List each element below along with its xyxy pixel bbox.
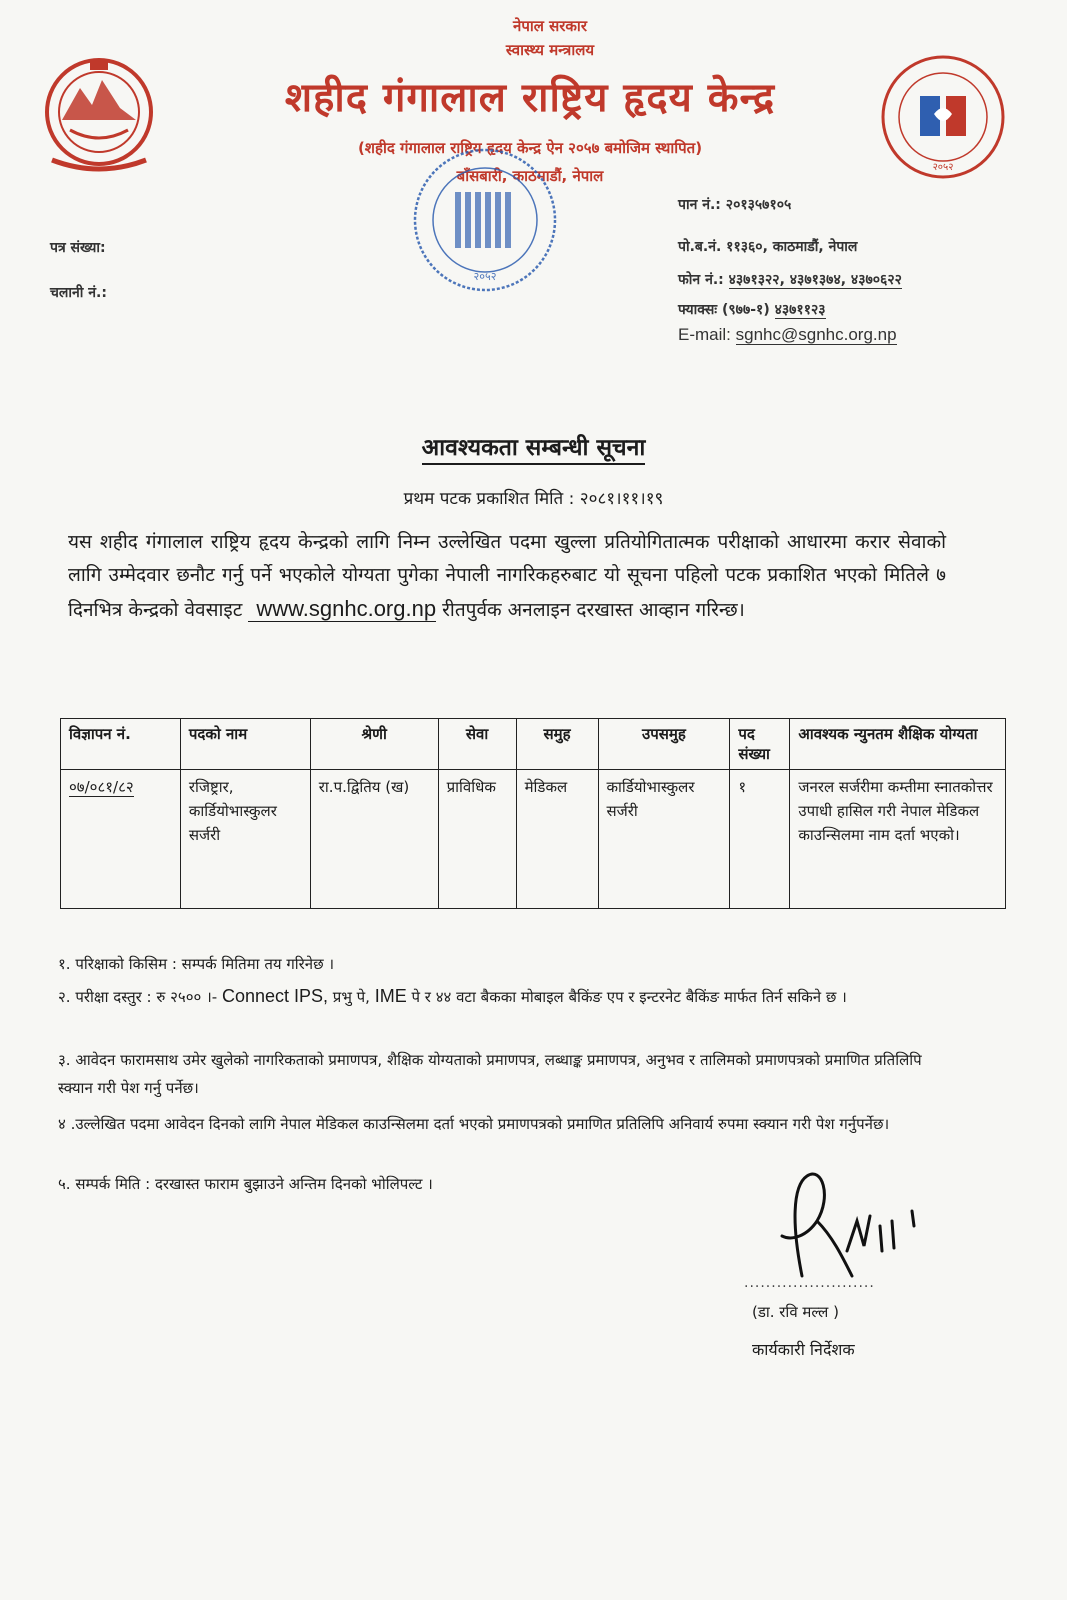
handwritten-signature bbox=[762, 1166, 942, 1286]
point-1: १. परिक्षाको किसिम : सम्पर्क मितिमा तय गरिनेछ । bbox=[58, 955, 335, 973]
cell-subgroup: कार्डियोभास्कुलर सर्जरी bbox=[598, 770, 730, 909]
pan-number: पान नं.: २०१३५७१०५ bbox=[678, 197, 792, 213]
cell-qualification: जनरल सर्जरीमा कम्तीमा स्नातकोत्तर उपाधी हासिल गरी नेपाल मेडिकल काउन्सिलमा नाम दर्ता भएको। bbox=[790, 770, 1006, 909]
cell-ad-no: ०७/०८१/८२ bbox=[61, 770, 181, 909]
phone-label: फोन नं.: bbox=[678, 272, 729, 288]
signatory-role: कार्यकारी निर्देशक bbox=[752, 1340, 855, 1359]
col-level: श्रेणी bbox=[310, 719, 438, 770]
letter-number-label: पत्र संख्या: bbox=[50, 240, 106, 256]
cell-post-name: रजिष्ट्रार, कार्डियोभास्कुलर सर्जरी bbox=[180, 770, 310, 909]
hospital-logo bbox=[878, 52, 1008, 182]
point-5: ५. सम्पर्क मिति : दरखास्त फाराम बुझाउने अन्तिम दिनको भोलिपल्ट । bbox=[58, 1175, 433, 1193]
cell-group: मेडिकल bbox=[516, 770, 598, 909]
table-row bbox=[61, 770, 1006, 909]
col-ad-no: विज्ञापन नं. bbox=[61, 719, 181, 770]
hospital-name: शहीद गंगालाल राष्ट्रिय हृदय केन्द्र bbox=[284, 75, 776, 121]
vacancy-table bbox=[60, 718, 1006, 909]
point-3: ३. आवेदन फारामसाथ उमेर खुलेको नागरिकताको प्रमाणपत्र, शैक्षिक योग्यताको प्रमाणपत्र, लब्धाङ्क प्रमाणपत्र, अनुभव र तालिमको प्रमाणपत्रको प्रमाणित प्रतिलिपि स्क्यान गरी पेश गर्नु पर्नेछ। bbox=[58, 1051, 922, 1097]
po-box: पो.ब.नं. ११३६०, काठमाडौं, नेपाल bbox=[678, 239, 858, 255]
fax-number: ४३७११२३ bbox=[774, 302, 826, 318]
signature-line: ........................ bbox=[744, 1275, 875, 1291]
cell-posts: १ bbox=[730, 770, 790, 909]
signatory-name: (डा. रवि मल्ल ) bbox=[752, 1303, 839, 1321]
phone-line bbox=[678, 270, 902, 289]
point-4: ४ .उल्लेखित पदमा आवेदन दिनको लागि नेपाल मेडिकल काउन्सिलमा दर्ता भएको प्रमाणपत्रको प्रमाणित प्रतिलिपि अनिवार्य रुपमा स्क्यान गरी पेश गर्नुपर्नेछ। bbox=[58, 1115, 890, 1133]
col-post-name: पदको नाम bbox=[180, 719, 310, 770]
published-date: प्रथम पटक प्रकाशित मिति : २०८१।११।१९ bbox=[403, 489, 664, 509]
cell-level: रा.प.द्वितिय (ख) bbox=[310, 770, 438, 909]
col-subgroup: उपसमुह bbox=[598, 719, 730, 770]
ministry-line: स्वास्थ्य मन्त्रालय bbox=[505, 41, 595, 59]
table-header-row bbox=[61, 719, 1006, 770]
point-2: २. परीक्षा दस्तुर : रु २५०० ।- Connect IPS, प्रभु पे, IME पे र ४४ वटा बैकका मोबाइल बैकिंङ एप र इन्टरनेट बैकिंङ मार्फत तिर्न सकिने छ । bbox=[58, 986, 847, 1006]
col-service: सेवा bbox=[438, 719, 516, 770]
office-stamp bbox=[405, 140, 565, 300]
establishment-act-line: (शहीद गंगालाल राष्ट्रिय हृदय केन्द्र ऐन २०५७ बमोजिम स्थापित) bbox=[357, 139, 703, 157]
government-line: नेपाल सरकार bbox=[513, 17, 587, 35]
fax-label: फ्याक्सः (९७७-१) bbox=[678, 302, 775, 318]
email-label: E-mail: bbox=[678, 325, 736, 344]
stamp-year: २०५२ bbox=[473, 270, 497, 283]
email-link[interactable]: sgnhc@sgnhc.org.np bbox=[735, 325, 897, 344]
col-posts: पद संख्या bbox=[730, 719, 790, 770]
logo-year: २०५२ bbox=[932, 162, 954, 173]
notice-body bbox=[68, 526, 946, 627]
cell-service: प्राविधिक bbox=[438, 770, 516, 909]
col-group: समुह bbox=[516, 719, 598, 770]
website-link[interactable]: www.sgnhc.org.np bbox=[248, 596, 436, 622]
notice-title: आवश्यकता सम्बन्धी सूचना bbox=[0, 430, 1067, 462]
dispatch-number-label: चलानी नं.: bbox=[50, 285, 107, 301]
hospital-address: बाँसबारी, काठमाडौं, नेपाल bbox=[456, 167, 604, 185]
notice-body-text: यस शहीद गंगालाल राष्ट्रिय हृदय केन्द्रको लागि निम्न उल्लेखित पदमा खुल्ला प्रतियोगितात्मक परीक्षाको आधारमा करार सेवाको लागि उम्मेदवार छनौट गर्नु पर्ने भएकोले योग्यता पुगेका नेपाली नागरिकहरुबाट यो सूचना पहिलो पटक प्रकाशित भएको मितिले ७ दिनभित्र केन्द्रको वेवसाइट bbox=[68, 531, 946, 621]
phone-numbers: ४३७१३२२, ४३७१३७४, ४३७०६२२ bbox=[728, 272, 902, 288]
email-line bbox=[678, 325, 897, 345]
notice-body-end: रीतपुर्वक अनलाइन दरखास्त आव्हान गरिन्छ। bbox=[442, 599, 745, 621]
fax-line bbox=[678, 300, 826, 319]
col-qualification: आवश्यक न्युनतम शैक्षिक योग्यता bbox=[790, 719, 1006, 770]
nepal-government-emblem bbox=[40, 50, 158, 180]
